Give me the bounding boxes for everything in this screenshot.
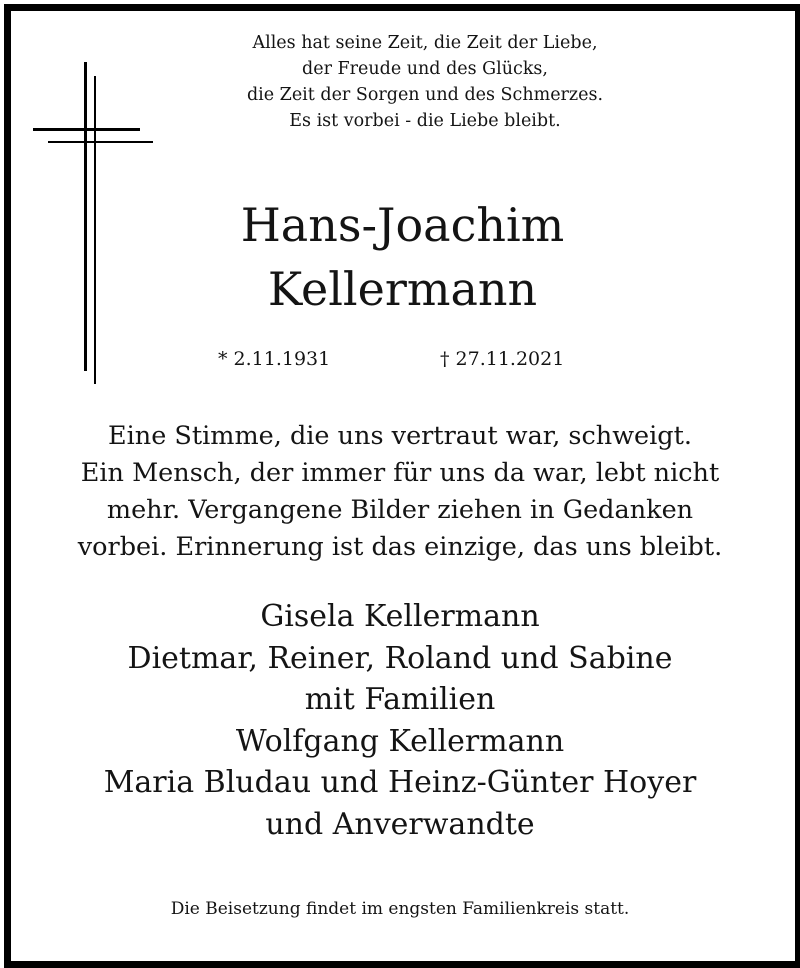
- deceased-last-name: Kellermann: [267, 262, 538, 316]
- poem-line: Es ist vorbei - die Liebe bleibt.: [289, 111, 561, 131]
- birth-date: * 2.11.1931: [218, 348, 331, 370]
- mourner-line: Maria Bludau und Heinz-Günter Hoyer: [103, 765, 697, 800]
- quote-line: vorbei. Erinnerung ist das einzige, das uns bleibt.: [77, 532, 723, 562]
- deceased-name: [0, 193, 800, 321]
- quote-line: Eine Stimme, die uns vertraut war, schweigt.: [108, 421, 692, 451]
- poem-line: der Freude und des Glücks,: [302, 59, 548, 79]
- mourner-line: Wolfgang Kellermann: [235, 723, 565, 759]
- funeral-notice: Die Beisetzung findet im engsten Familienkreis statt.: [170, 899, 630, 919]
- poem-line: Alles hat seine Zeit, die Zeit der Liebe,: [252, 33, 598, 53]
- mourner-line: mit Familien: [304, 682, 496, 717]
- mourner-line: Gisela Kellermann: [260, 599, 540, 634]
- quote-line: mehr. Vergangene Bilder ziehen in Gedanken: [106, 495, 694, 525]
- memorial-quote: [0, 418, 800, 566]
- mourners-list: [0, 596, 800, 845]
- quote-line: Ein Mensch, der immer für uns da war, lebt nicht: [80, 458, 720, 488]
- poem: [0, 30, 800, 134]
- deceased-first-name: Hans-Joachim: [240, 198, 565, 252]
- mourner-line: und Anverwandte: [265, 806, 535, 842]
- mourner-line: Dietmar, Reiner, Roland und Sabine: [127, 640, 673, 676]
- poem-line: die Zeit der Sorgen und des Schmerzes.: [246, 85, 604, 105]
- death-date: † 27.11.2021: [440, 348, 565, 370]
